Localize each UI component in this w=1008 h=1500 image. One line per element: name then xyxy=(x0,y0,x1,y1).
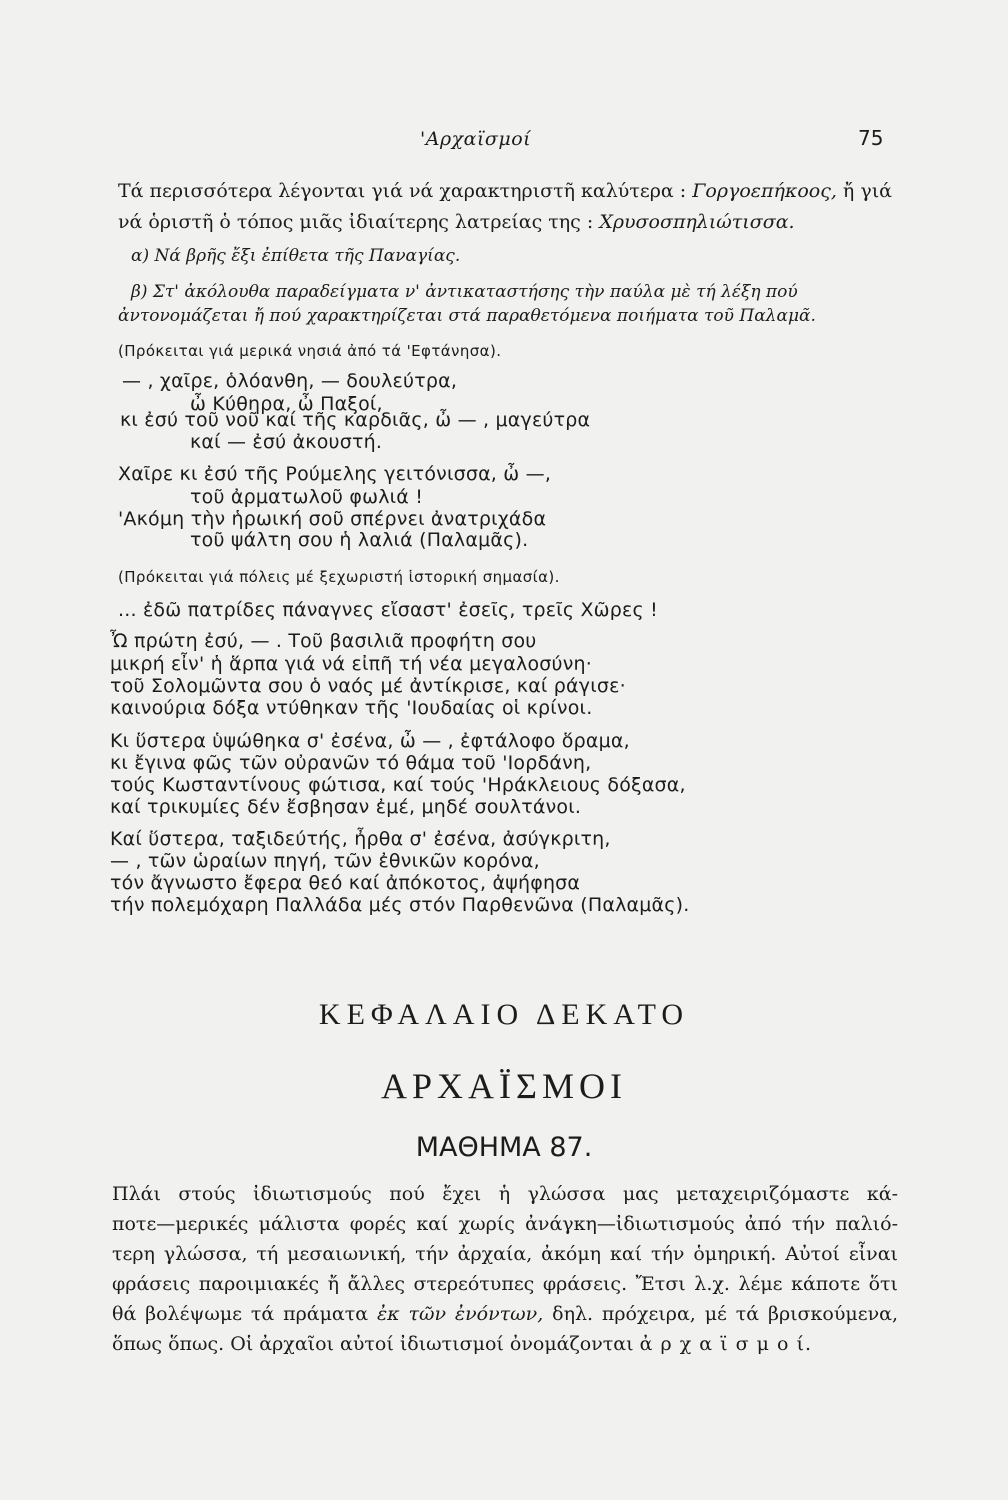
poem2-line: — , τῶν ὡραίων πηγή, τῶν ἐθνικῶν κορόνα, xyxy=(110,850,540,872)
poem2-line: τοῦ Σολομῶντα σου ὁ ναός μέ ἀντίκρισε, καί ράγισε· xyxy=(110,675,626,697)
chapter-title: ΚΕΦΑΛΑΙΟ ΔΕΚΑΤΟ xyxy=(318,998,690,1031)
poem1-note: (Πρόκειται γιά μερικά νησιά ἀπό τά 'Εφτάνησα). xyxy=(118,342,502,360)
poem1-line: τοῦ ψάλτη σου ἡ λαλιά (Παλαμᾶς). xyxy=(190,529,529,551)
lesson-heading: ΜΑΘΗΜΑ 87. xyxy=(415,1132,593,1163)
paragraph-line: φράσεις παροιμιακές ἤ ἄλλες στερεότυπες φράσεις. Ἔτσι λ.χ. λέμε κάποτε ὅτι xyxy=(112,1273,898,1295)
section-title: ΑΡΧΑΪΣΜΟΙ xyxy=(381,1066,627,1106)
poem2-line: Κι ὕστερα ὑψώθηκα σ' ἐσένα, ὦ — , ἐφτάλοφο ὅραμα, xyxy=(110,730,630,752)
poem2-line: Καί ὕστερα, ταξιδεύτής, ἦρθα σ' ἐσένα, ἀσύγκριτη, xyxy=(110,828,611,850)
poem1-line: καί — ἐσύ ἀκουστή. xyxy=(190,431,383,453)
poem2-line: τόν ἄγνωστο ἔφερα θεό καί ἀπόκοτος, ἀψήφησα xyxy=(110,872,581,894)
page-number: 75 xyxy=(858,126,884,150)
poem2-line: τήν πολεμόχαρη Παλλάδα μές στόν Παρθενῶνα (Παλαμᾶς). xyxy=(110,894,690,916)
exercise-b-line-1: β) Στ' ἀκόλουθα παραδείγματα ν' ἀντικαταστήσης τὴν παύλα μὲ τή λέξη πού xyxy=(131,282,798,302)
poem1-line: τοῦ ἀρματωλοῦ φωλιά ! xyxy=(190,486,424,508)
poem2-line: καί τρικυμίες δέν ἔσβησαν ἐμέ, μηδέ σουλτάνοι. xyxy=(110,796,582,818)
poem2-note: (Πρόκειται γιά πόλεις μέ ξεχωριστή ἱστορική σημασία). xyxy=(118,568,560,586)
exercise-a: α) Νά βρῆς ἔξι ἐπίθετα τῆς Παναγίας. xyxy=(131,246,461,266)
poem1-line: Χαῖρε κι ἐσύ τῆς Ρούμελης γειτόνισσα, ὦ —, xyxy=(118,463,552,485)
paragraph-line: Πλάι στούς ἰδιωτισμούς πού ἔχει ἡ γλώσσα μας μεταχειριζόμαστε κά- xyxy=(112,1183,898,1205)
exercise-b-line-2: ἀντονομάζεται ἤ πού χαρακτηρίζεται στά παραθετόμενα ποιήματα τοῦ Παλαμᾶ. xyxy=(118,306,816,326)
paragraph-line: τερη γλώσσα, τή μεσαιωνική, τήν ἀρχαία, ἀκόμη καί τήν ὁμηρική. Αὐτοί εἶναι xyxy=(112,1243,898,1265)
paragraph-line: ποτε—μερικές μάλιστα φορές καί χωρίς ἀνάγκη—ἰδιωτισμούς ἀπό τήν παλιό- xyxy=(112,1213,898,1235)
poem2-line: Ὦ πρώτη ἐσύ, — . Τοῦ βασιλιᾶ προφήτη σου xyxy=(110,630,537,652)
poem2-line: μικρή εἶν' ἡ ἅρπα γιά νά εἰπῆ τή νέα μεγαλοσύνη· xyxy=(110,653,593,675)
poem1-line: ὦ Κύθηρα, ὦ Παξοί, xyxy=(190,393,383,415)
paragraph-line: ὅπως ὅπως. Οἱ ἀρχαῖοι αὐτοί ἰδιωτισμοί ὀνομάζονται ἀ ρ χ α ϊ σ μ ο ί. xyxy=(112,1333,812,1355)
intro-line-1: Τά περισσότερα λέγονται γιά νά χαρακτηριστῆ καλύτερα : Γοργοεπήκοος, ἤ γιά xyxy=(118,180,892,202)
poem1-line: — , χαῖρε, ὁλόανθη, — δουλεύτρα, xyxy=(122,370,458,392)
intro-line-2: νά ὁριστῆ ὁ τόπος μιᾶς ἰδιαίτερης λατρείας της : Χρυσοσπηλιώτισσα. xyxy=(118,211,795,233)
poem2-line: ... ἐδῶ πατρίδες πάναγνες εἴσαστ' ἐσεῖς, τρεῖς Χῶρες ! xyxy=(118,599,658,621)
poem1-line: κι ἐσύ τοῦ νοῦ καί τῆς καρδιᾶς, ὦ — , μαγεύτρα xyxy=(120,409,591,431)
poem2-line: κι ἔγινα φῶς τῶν οὐρανῶν τό θάμα τοῦ 'Ιορδάνη, xyxy=(110,752,592,774)
poem2-line: καινούρια δόξα ντύθηκαν τῆς 'Ιουδαίας οἱ κρίνοι. xyxy=(110,697,593,719)
poem1-line: 'Ακόμη τὴν ἡρωική σοῦ σπέρνει ἀνατριχάδα xyxy=(118,508,547,530)
paragraph-line: θά βολέψωμε τά πράματα ἐκ τῶν ἐνόντων, δηλ. πρόχειρα, μέ τά βρισκούμενα, xyxy=(112,1303,899,1325)
running-head: 'Αρχαϊσμοί xyxy=(420,128,532,150)
poem2-line: τούς Κωσταντίνους φώτισα, καί τούς 'Ηράκλειους δόξασα, xyxy=(110,774,686,796)
